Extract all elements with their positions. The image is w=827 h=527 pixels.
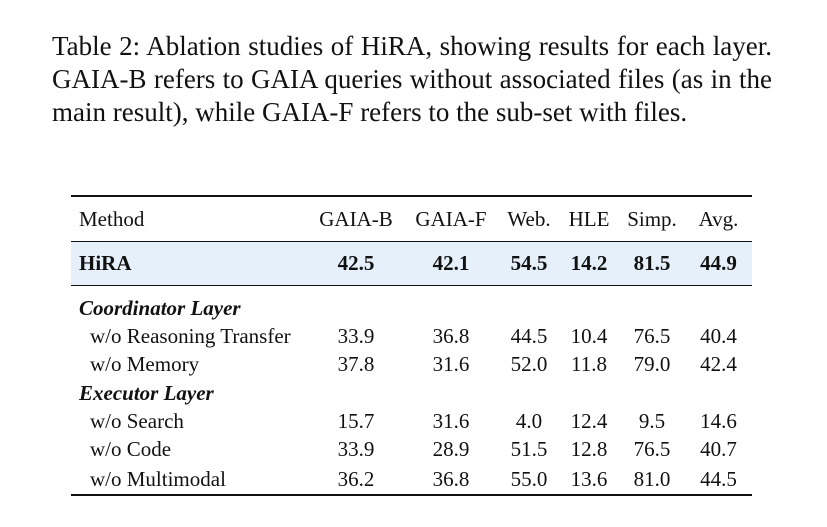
- cell-avg: 44.5: [700, 466, 737, 491]
- cell-avg: 42.4: [700, 352, 737, 377]
- table-row: [71, 407, 752, 436]
- group-header-coordinator: [71, 294, 752, 322]
- cell-avg: 40.7: [700, 437, 737, 462]
- cell-gaia-f: 31.6: [432, 352, 470, 377]
- cell-gaia-b: 33.9: [337, 437, 375, 462]
- cell-avg: 14.6: [700, 408, 737, 433]
- row-method: w/o Code: [90, 437, 172, 462]
- cell-web: 44.5: [510, 323, 548, 348]
- cell-web: 52.0: [510, 352, 548, 377]
- cell-hle: 14.2: [559, 242, 619, 286]
- cell-gaia-f: 36.8: [432, 466, 470, 491]
- header-gaia-b: GAIA-B: [319, 206, 393, 231]
- cell-gaia-b: 15.7: [337, 408, 375, 433]
- cell-gaia-b: 36.2: [337, 466, 375, 491]
- cell-hle: 10.4: [570, 323, 608, 348]
- header-hle: HLE: [568, 206, 610, 231]
- table-row: [71, 351, 752, 380]
- cell-hle: 12.8: [570, 437, 608, 462]
- cell-simp: 81.5: [619, 242, 685, 286]
- group-title: Executor Layer: [79, 380, 214, 405]
- ablation-table-container: [71, 195, 752, 496]
- row-method: w/o Multimodal: [90, 466, 226, 491]
- cell-simp: 9.5: [638, 408, 666, 433]
- cell-web: 51.5: [510, 437, 548, 462]
- cell-web: 54.5: [499, 242, 559, 286]
- table-row: [71, 436, 752, 465]
- cell-web: 55.0: [510, 466, 548, 491]
- cell-hle: 13.6: [570, 466, 608, 491]
- row-method: HiRA: [71, 242, 309, 286]
- header-simp: Simp.: [627, 206, 677, 231]
- cell-avg: 40.4: [700, 323, 737, 348]
- cell-gaia-b: 37.8: [337, 352, 375, 377]
- table-caption: Table 2: Ablation studies of HiRA, showing results for each layer. GAIA-B refers to GAIA queries without associated files (as in the main result), while GAIA-F refers to the sub-set with files.: [52, 31, 772, 127]
- cell-hle: 12.4: [570, 408, 608, 433]
- table-row-hira: [71, 242, 752, 286]
- spacer-row: [71, 286, 752, 295]
- cell-web: 4.0: [515, 408, 543, 433]
- table-row: [71, 322, 752, 351]
- row-method: w/o Reasoning Transfer: [90, 323, 291, 348]
- cell-simp: 76.5: [633, 437, 671, 462]
- header-avg: Avg.: [698, 206, 739, 231]
- header-web: Web.: [507, 206, 551, 231]
- cell-gaia-f: 36.8: [432, 323, 470, 348]
- cell-gaia-f: 42.1: [403, 242, 499, 286]
- header-method: Method: [79, 206, 145, 231]
- cell-simp: 81.0: [633, 466, 671, 491]
- row-method: w/o Memory: [90, 352, 200, 377]
- group-header-executor: [71, 379, 752, 407]
- cell-gaia-f: 31.6: [432, 408, 470, 433]
- cell-simp: 79.0: [633, 352, 671, 377]
- cell-simp: 76.5: [633, 323, 671, 348]
- table-row: [71, 464, 752, 495]
- cell-avg: 44.9: [685, 242, 752, 286]
- row-method: w/o Search: [90, 408, 184, 433]
- cell-gaia-f: 28.9: [432, 437, 470, 462]
- header-gaia-f: GAIA-F: [415, 206, 487, 231]
- group-title: Coordinator Layer: [79, 295, 241, 320]
- ablation-table: [71, 195, 752, 496]
- cell-gaia-b: 42.5: [309, 242, 403, 286]
- table-header-row: [71, 196, 752, 242]
- cell-hle: 11.8: [571, 352, 607, 377]
- cell-gaia-b: 33.9: [337, 323, 375, 348]
